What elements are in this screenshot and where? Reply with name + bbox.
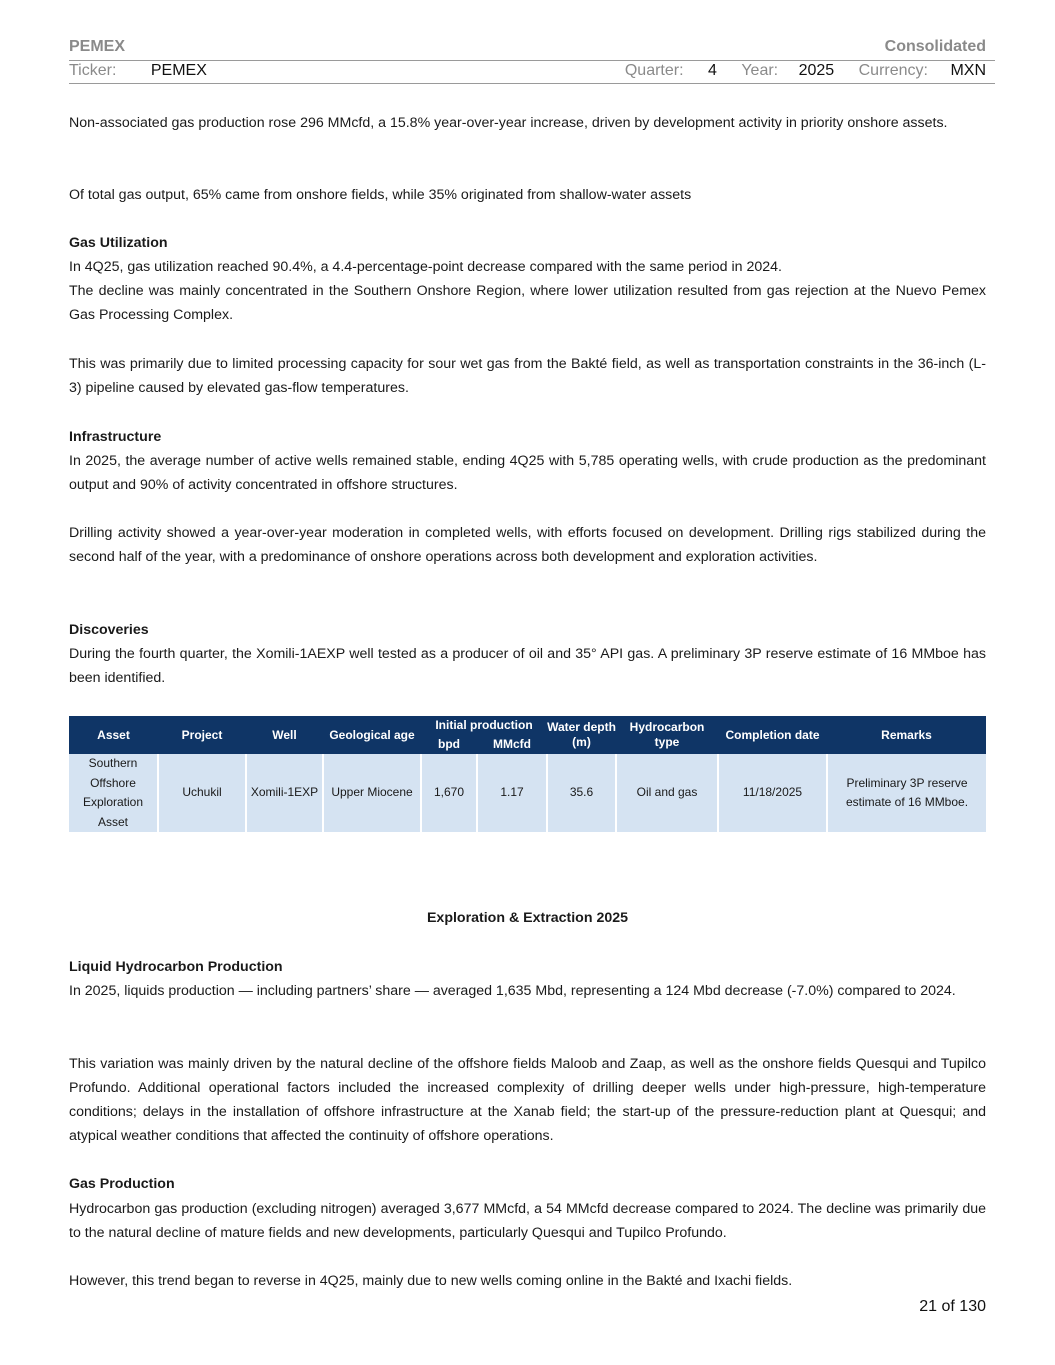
paragraph-variation-drivers: This variation was mainly driven by the natural decline of the offshore fields Maloob and Zaap, as well as the onshore fields Quesqui and Tupilco Profundo. Additional operational factors included the increased complexity of drilling deeper wells under high-pressure, high-temperature conditions; delays in the installation of offshore infrastructure at the Xanab field; the start-up of the pressure-reduction plant at Quesqui; and atypical weather conditions that affected the continuity of offshore operations. — [69, 1056, 986, 1144]
paragraph-trend-reversal: However, this trend began to reverse in 4Q25, mainly due to new wells coming online in the Bakté and Ixachi fields. — [69, 1273, 793, 1289]
quarter-value: 4 — [707, 62, 717, 79]
year-label: Year: — [741, 62, 779, 79]
col-header-remarks: Remarks — [827, 716, 986, 754]
col-header-initial-production: Initial production — [421, 716, 547, 735]
heading-infrastructure: Infrastructure — [69, 429, 162, 445]
paragraph-gas-production: Hydrocarbon gas production (excluding nitrogen) averaged 3,677 MMcfd, a 54 MMcfd decrease compared to 2024. The decline was primarily due to the natural decline of mature fields and new developments, particularly Quesqui and Tupilco Profundo. — [69, 1201, 986, 1241]
paragraph-non-associated-gas: Non-associated gas production rose 296 MMcfd, a 15.8% year-over-year increase, driven by development activity in priority onshore assets. — [69, 115, 948, 131]
table-row — [69, 754, 986, 832]
cell-completion-date: 11/18/2025 — [718, 754, 827, 832]
cell-remarks: Preliminary 3P reserve estimate of 16 MMboe. — [827, 754, 986, 832]
col-header-well: Well — [246, 716, 323, 754]
paragraph-processing-capacity: This was primarily due to limited processing capacity for sour wet gas from the Bakté field, as well as transportation constraints in the 36-inch (L-3) pipeline caused by elevated gas-flow temperatures. — [69, 356, 986, 396]
cell-project: Uchukil — [158, 754, 246, 832]
discoveries-table — [69, 716, 986, 832]
report-scope: Consolidated — [884, 38, 986, 55]
col-header-water-depth: Water depth (m) — [547, 716, 616, 754]
year-value: 2025 — [798, 62, 835, 79]
cell-geological-age: Upper Miocene — [323, 754, 421, 832]
report-meta-row — [69, 62, 986, 82]
heading-gas-production: Gas Production — [69, 1176, 175, 1192]
cell-well: Xomili-1EXP — [246, 754, 323, 832]
currency-label: Currency: — [858, 62, 928, 79]
col-header-geological-age: Geological age — [323, 716, 421, 754]
cell-water-depth: 35.6 — [547, 754, 616, 832]
paragraph-gas-utilization: In 4Q25, gas utilization reached 90.4%, a 4.4-percentage-point decrease compared with the same period in 2024. — [69, 259, 782, 275]
col-header-hydrocarbon-type: Hydrocarbon type — [616, 716, 718, 754]
heading-discoveries: Discoveries — [69, 622, 149, 638]
page-number: 21 of 130 — [919, 1298, 986, 1315]
cell-asset: Southern Offshore Exploration Asset — [69, 754, 158, 832]
cell-bpd: 1,670 — [421, 754, 477, 832]
header-divider-top — [69, 60, 995, 61]
heading-gas-utilization: Gas Utilization — [69, 235, 168, 251]
col-header-bpd: bpd — [421, 735, 477, 754]
paragraph-discoveries: During the fourth quarter, the Xomili-1AEXP well tested as a producer of oil and 35° API gas. A preliminary 3P reserve estimate of 16 MMboe has been identified. — [69, 646, 986, 686]
currency-value: MXN — [950, 62, 986, 79]
col-header-project: Project — [158, 716, 246, 754]
paragraph-liquids-production: In 2025, liquids production — including partners’ share — averaged 1,635 Mbd, representing a 124 Mbd decrease (-7.0%) compared to 2024. — [69, 983, 956, 999]
section-title: Exploration & Extraction 2025 — [426, 910, 629, 926]
paragraph-active-wells: In 2025, the average number of active wells remained stable, ending 4Q25 with 5,785 operating wells, with crude production as the predominant output and 90% of activity concentrated in offshore structures. — [69, 453, 986, 493]
col-header-mmcfd: MMcfd — [477, 735, 547, 754]
paragraph-drilling-activity: Drilling activity showed a year-over-year moderation in completed wells, with efforts focused on development. Drilling rigs stabilized during the second half of the year, with a predominance of onshore operations across both development and exploration activities. — [69, 525, 986, 565]
paragraph-utilization-decline: The decline was mainly concentrated in the Southern Onshore Region, where lower utilization resulted from gas rejection at the Nuevo Pemex Gas Processing Complex. — [69, 283, 986, 323]
col-header-completion-date: Completion date — [718, 716, 827, 754]
company-name: PEMEX — [69, 38, 126, 55]
header-divider-bottom — [69, 83, 995, 84]
ticker-label: Ticker: — [69, 62, 117, 79]
report-header — [69, 38, 986, 58]
ticker-value: PEMEX — [150, 62, 207, 79]
paragraph-gas-output-split: Of total gas output, 65% came from onshore fields, while 35% originated from shallow-water assets — [69, 187, 692, 203]
cell-mmcfd: 1.17 — [477, 754, 547, 832]
quarter-label: Quarter: — [624, 62, 684, 79]
col-header-asset: Asset — [69, 716, 158, 754]
cell-hydrocarbon-type: Oil and gas — [616, 754, 718, 832]
heading-liquid-production: Liquid Hydrocarbon Production — [69, 959, 283, 975]
